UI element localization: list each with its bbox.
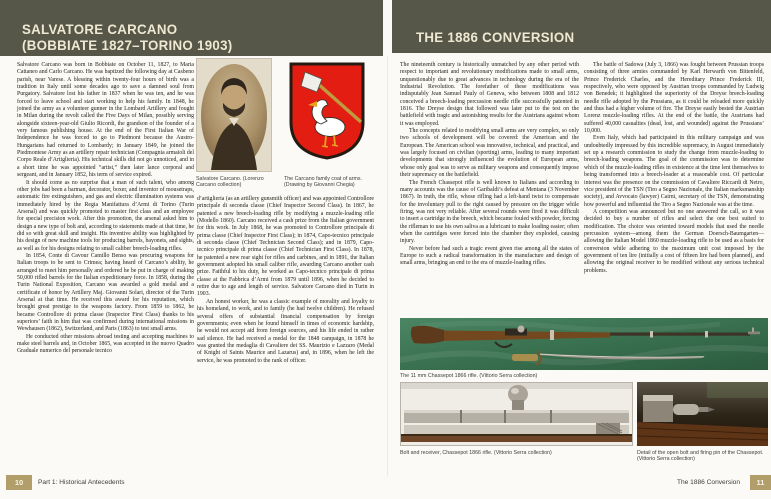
left-column-1 bbox=[17, 62, 194, 356]
left-page-number: 10 bbox=[6, 475, 32, 490]
chassepot-rifle-photo bbox=[400, 318, 768, 370]
firing-pin-photo bbox=[637, 382, 768, 446]
body-paragraph: The concepts related to modifying small arms are very complex, so only two schools of development will be covered: the American and the European. The American school was innovative, technical, and practical, and was largely focused on civilian (sporting) arms, leading to many important developments that strongly influenced the evolution of European arms, whose only goal was to serve as military weapons and consequently impose their supremacy on the battlefield. bbox=[400, 128, 579, 179]
left-title-line1: SALVATORE CARCANO bbox=[22, 21, 178, 37]
body-paragraph: It should come as no surprise that a man of such talent, who among other jobs had been a barman, decorator, boxer, and inventor of mousetraps, automatic fire extinguishers, and gas and electric illumination systems was immediately hired by the Regia Manifattura d’Armi di Torino (Turin Arsenal) and was quickly promoted to master first class and an employee for special precision work. After this promotion, the arsenal asked him to design a new type of bolt and, according to statements made at that time, he did so with great skill and insight. His inventive ability was highlighted by his design of new machine tools for producing barrels, bayonets, and sights, as well as for his designs relating to small caliber breech-loading rifles. bbox=[17, 179, 194, 252]
portrait-photo bbox=[196, 58, 272, 172]
left-page-title bbox=[22, 22, 232, 53]
right-page-title: THE 1886 CONVERSION bbox=[416, 29, 575, 45]
body-paragraph: d’artiglieria (as an artillery gunsmith officer) and was appointed Controllore principale di seconda classe (Chief Inspector Second Class). In 1867, he patented a new breech-loading rifle by modifying a muzzle-loading rifle (Modello 1860). Carcano received a cash prize from the Italian government for this work. In July 1868, he was promoted to Controllore principale di prima classe (Chief Inspector First Class); in 1874, Capo-tecnico principale di seconda classe (Chief Technician Second Class); and in 1879, Capo-tecnico principale di prima classe (Chief Technician First Class). In 1878, he patented a new rear sight for rifles and carbines, and in 1891, the Italian government adopted his small caliber rifle, awarding Carcano another cash prize. Faithful to his duty, he worked as Capo-tecnico principale di prima classe at the Fabbrica d’Armi from 1879 until 1896, when he decided to retire due to age and length of service. Salvatore Carcano died in Turin in 1903. bbox=[197, 196, 374, 298]
right-column-1 bbox=[400, 62, 579, 268]
right-title-band bbox=[392, 0, 771, 53]
bolt-receiver-caption: Bolt and receiver, Chassepot 1866 rifle. (Vittorio Serra collection) bbox=[400, 450, 552, 456]
body-paragraph: Salvatore Carcano was born in Bobbiate on October 11, 1827, to Maria Cattaneo and Carlo Carcano. He was baptized the following day at Casbeno parish, near Varese. A blessing within twenty-four hours of birth was a tradition in Italy until some decades ago to save a damned soul from Purgatory. Salvatore lost his father in 1837 when he was ten, and he was forced to leave school and start working to help his family. In 1848, he joined the army as a volunteer gunner in the Lombard Artillery and fought in Milan during the revolt called the Five Days of Milan, possibly serving alongside sixteen-year-old Giulio Ricordi, the grandson of the founder of a very famous publishing house. At the end of the First Italian War of Independence he was forced to go to Piedmont because the Austro-Hungarians had returned to Lombardy; in January 1849, he joined the Piedmontese Army as an artillery repair technician (Compagnia armaioli del Corpo Reale d’Artiglieria). His technical skills did not go unnoticed, and in a short time he was appointed “artist,” then later lance corporal and sergeant, and in January 1852, his term of service expired. bbox=[17, 62, 194, 179]
coat-of-arms-caption: The Carcano family coat of arms. (Drawing by Giovanni Chegia) bbox=[284, 176, 363, 189]
left-title-band bbox=[0, 0, 383, 56]
left-title-line2: (BOBBIATE 1827–TORINO 1903) bbox=[22, 36, 233, 53]
right-page-number: 11 bbox=[750, 475, 771, 490]
body-paragraph: He conducted other missions abroad testing and accepting machines to make steel barrels and, in October 1865, was accepted in the nuovo Quadro Graduale numerico del personale tecnico bbox=[17, 333, 194, 355]
body-paragraph: An honest worker, he was a classic example of morality and loyalty to his homeland, to work, and to family (he had twelve children). He refused several offers of substantial financial compensation by foreign governments; even when he found himself in times of economic hardship, he would not accept aid from foreign sources, and his life ended in rather sad silence. He had received a medal for the 1848 campaign, in 1878 he was granted the medaglia di Cavaliere dei SS. Maurizio e Lazzaro (Medal of Knight of Saints Maurice and Lazarus) and, in 1896, when he left the service, he was promoted to the rank of officer. bbox=[197, 298, 374, 364]
bolt-receiver-photo bbox=[400, 382, 633, 446]
left-column-2 bbox=[197, 196, 374, 365]
left-footer-text: Part 1: Historical Antecedents bbox=[38, 479, 125, 486]
body-paragraph: The battle of Sadowa (July 3, 1866) was fought between Prussian troops consisting of three armies commanded by Karl Herwarth von Bittenfeld, Prince Frederick Charles, and the Hereditary Prince Frederick III, respectively, who were opposed by Austrian troops commanded by Ludwig von Benedek; it highlighted the superiority of the Dreyse breech-loading needle rifle adopted by the Prussians, as it could be reloaded more quickly and thus had a higher volume of fire. The Dreyse easily bested the Austrian Lorenz muzzle-loading rifles. At the end of the battle, the Austrians had suffered 40,000 casualties (dead, lost, and wounded) against the Prussians’ 10,000. bbox=[584, 62, 764, 135]
firing-pin-caption: Detail of the open bolt and firing pin of the Chassepot. (Vittorio Serra collection) bbox=[637, 450, 764, 463]
body-paragraph: In 1854, Conte di Cavour Camillo Benso was procuring weapons for Italian troops to be sent to Crimea; having heard of Carcano’s ability, he arranged to meet him personally and ordered he be put in charge of making 50,000 rifled barrels for the Italian expeditionary force. In 1858, during the Turin National Exposition, Carcano was awarded a gold medal and a certificate of honor by Artillery Maj. Giovanni Solari, director of the Turin Arsenal at that time. He received this award for his reputation, which brought great prestige to the weapons factory. From 1859 to 1862, he became Controllore di prima classe (Inspector First Class) thanks to his superiors’ faith in him that was confirmed during international missions in Wewhausen (1862), Switzerland, and Paris (1863) to test small arms. bbox=[17, 252, 194, 333]
right-column-2 bbox=[584, 62, 764, 275]
body-paragraph: The nineteenth century is historically unmatched by any other period with respect to important and revolutionary modifications made to small arms, unquestionably due to great advances in technology during the era of the Industrial Revolution. The forefather of these modifications was indisputably Jean Samuel Pauly of Geneva, who between 1808 and 1812 conceived a breech-loading percussion needle rifle successfully patented in 1816. The Dreyse design that followed was later put to the test on the battlefield with tragic and astonishing results for the Austrians against whom it was employed. bbox=[400, 62, 579, 127]
page-spine-divider bbox=[387, 56, 388, 476]
chassepot-rifle-caption: The 11 mm Chassepot 1866 rifle. (Vittorio Serra collection) bbox=[400, 373, 538, 379]
body-paragraph: Never before had such a tragic event given rise among all the states of Europe to such a radical transformation in the manufacture and design of small arms, bringing an end to the era of muzzle-loading rifles. bbox=[400, 245, 579, 267]
portrait-caption: Salvatore Carcano. (Lorenzo Carcano collection) bbox=[196, 176, 264, 189]
body-paragraph: A competition was announced but no one answered the call, so it was decided to buy a number of rifles and select the one best suited to modification. The choice was oriented toward models that used the needle percussion system—among them the German Doersch-Baumgarten—allowing the Italian Model 1860 muzzle-loading rifle to be used as a basis for conversion while adhering to the maximum unit cost imposed by the government of ten lire (initially a cost of fifteen lire had been planned), and allowing the original receiver to be modified without any serious technical problems. bbox=[584, 208, 764, 274]
body-paragraph: The French Chassepot rifle is well known to Italians and according to many accounts was the cause of Garibaldi’s defeat at Mentana (3 November 1867). In truth, the rifle, whose rifling had a left-hand twist to compensate for the involuntary pull to the right caused by pressure on the trigger while firing, was not very reliable. After several rounds were fired it was difficult to insert a cartridge in the breech, which became fouled with powder, forcing the rifleman to use his own saliva as a lubricant to make loading easier; often when the cartridges were forced into the chamber they exploded, causing injury. bbox=[400, 179, 580, 245]
right-footer-text: The 1886 Conversion bbox=[676, 479, 740, 486]
body-paragraph: Even Italy, which had participated in this military campaign and was undoubtedly impressed by this incredible supremacy, in August immediately set up a research commission to study the change from muzzle-loading to breech-loading weapons. The goal of the commission was to determine which of the muzzle-loading rifles in existence at the time lent themselves to being transformed into a breech-loader at a reasonable cost. Of particular interest was the presence on the commission of Cavaliere Riccardi di Netro, vice president of the TSN (Tiro a Segno Nazionale, the Italian marksmanship society), and Avvocato (lawyer) Cairni, secretary of the TSN, demonstrating how powerful and influential the Tiro a Segno Nazionale was at the time. bbox=[584, 135, 764, 208]
coat-of-arms bbox=[284, 60, 370, 162]
